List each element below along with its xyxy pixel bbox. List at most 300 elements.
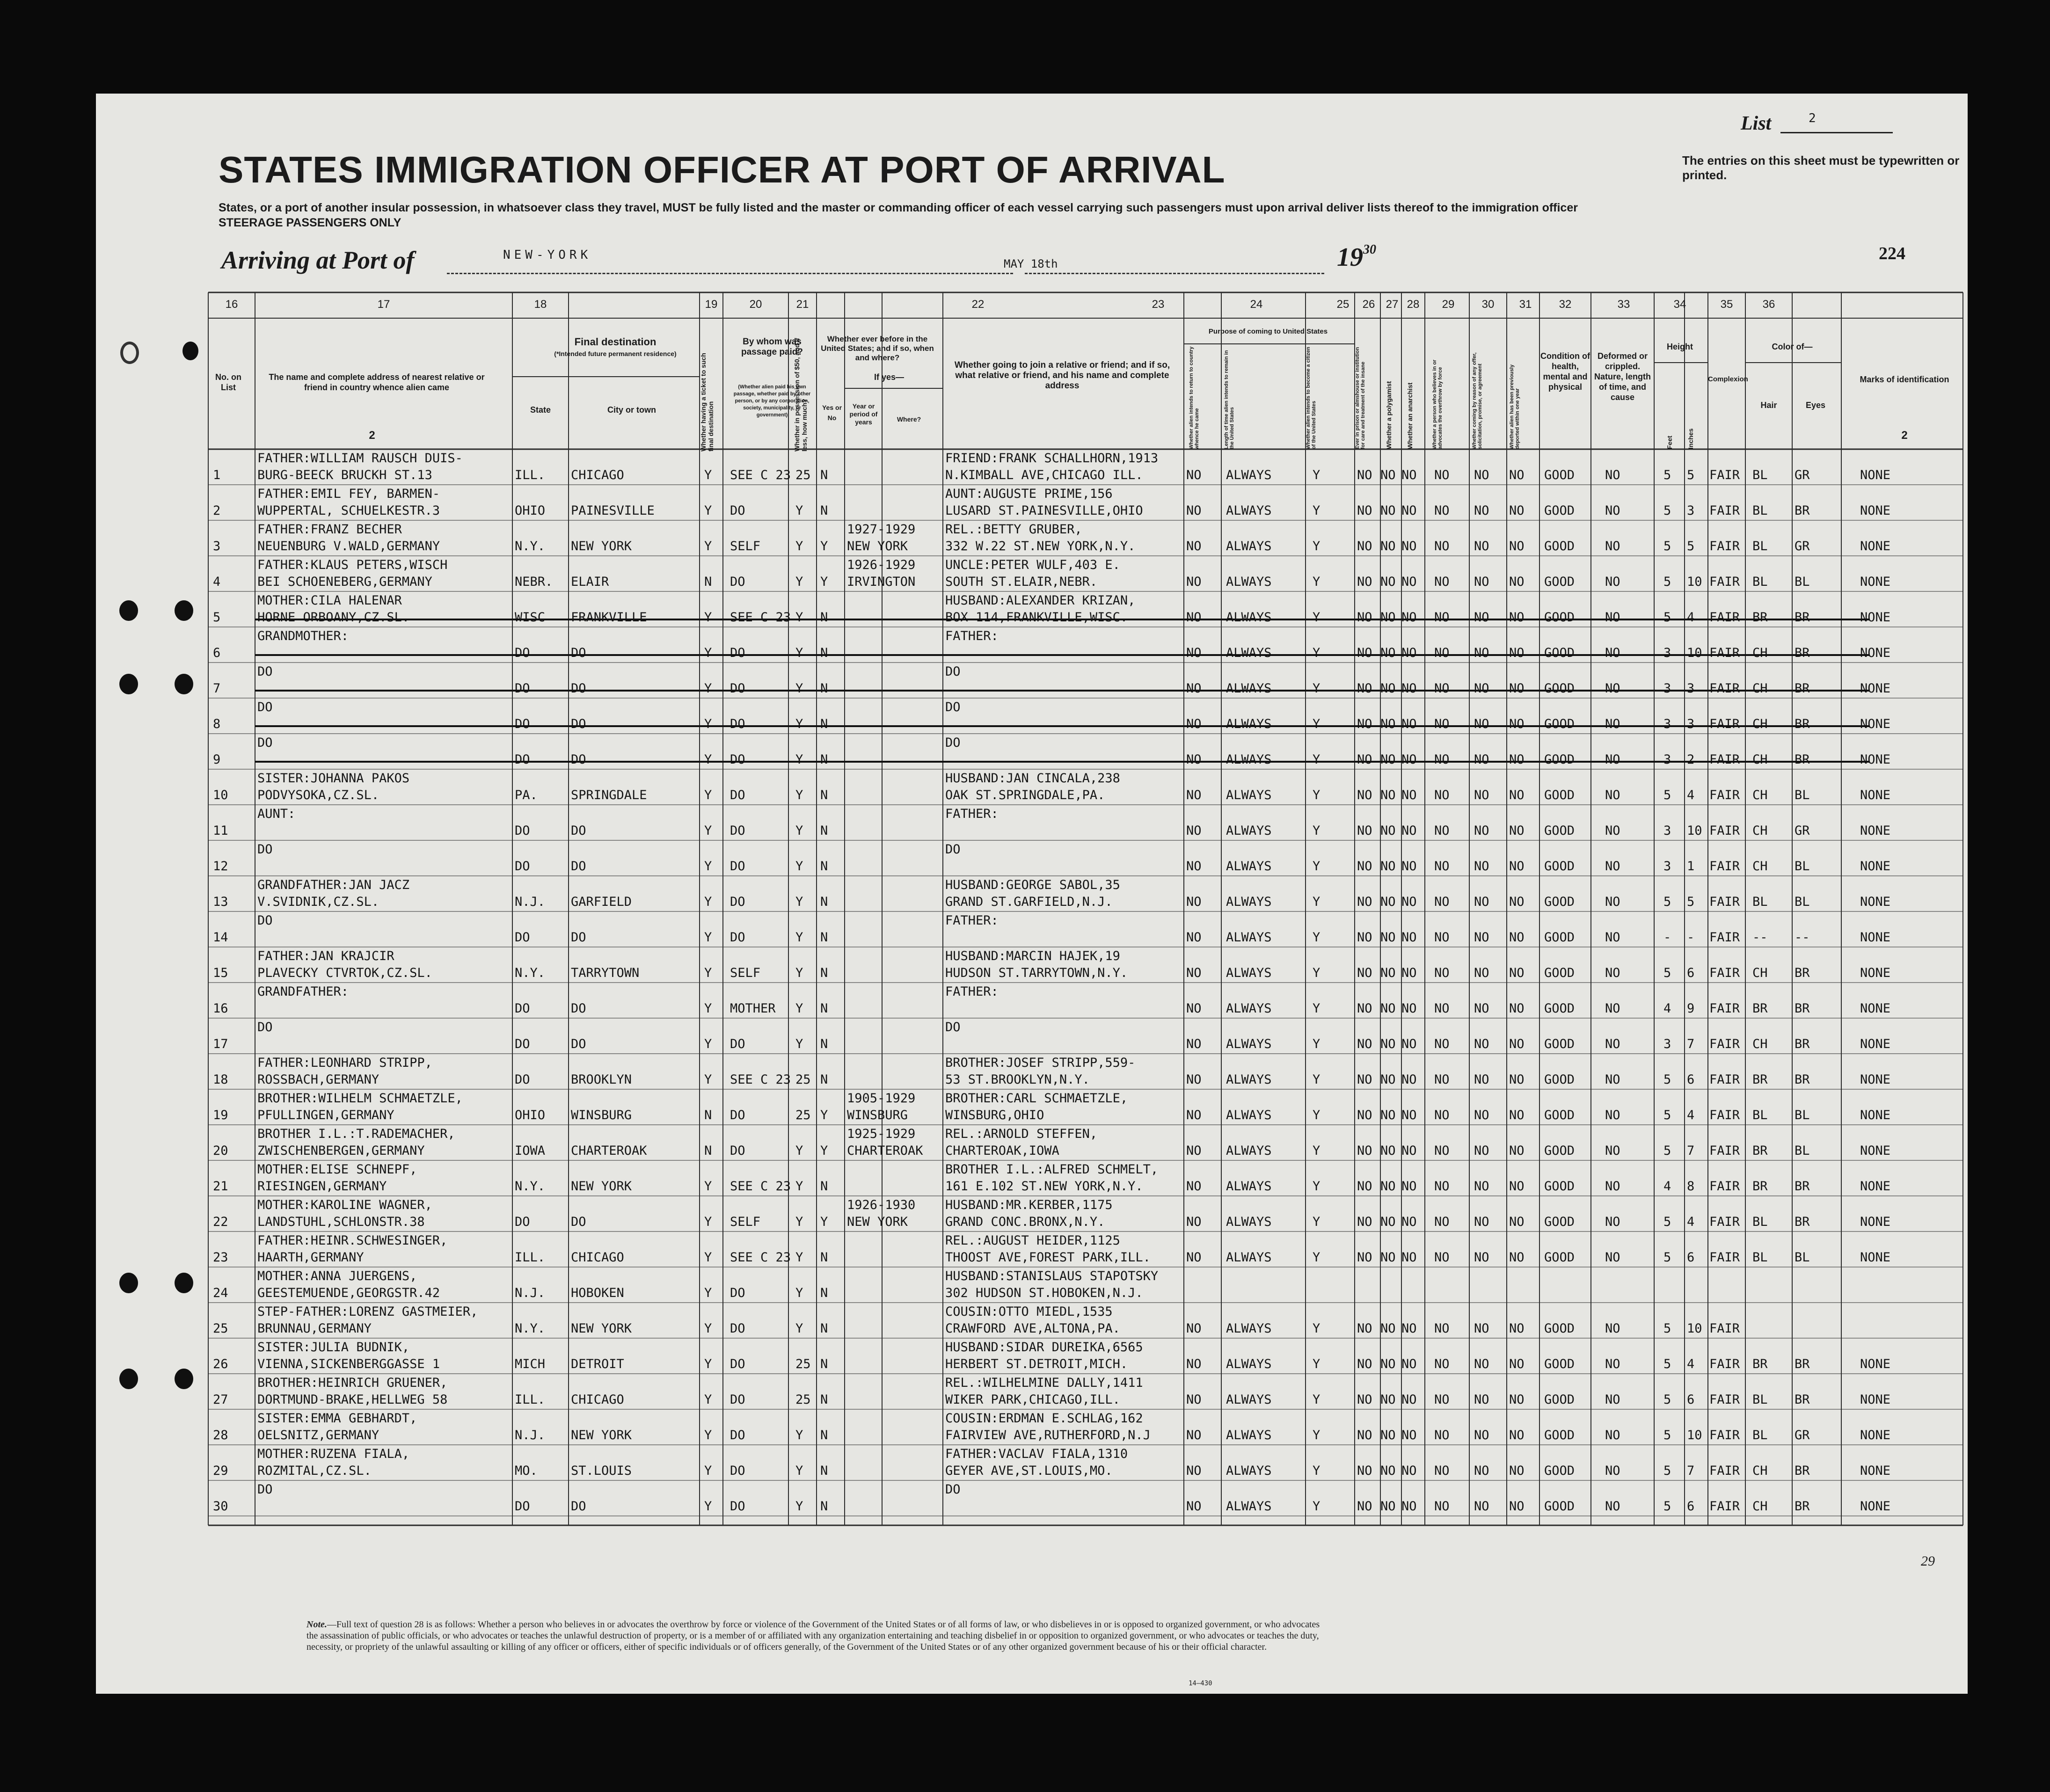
q29: NO bbox=[1474, 468, 1489, 482]
stay-length: ALWAYS bbox=[1226, 575, 1272, 589]
q28: NO bbox=[1434, 752, 1450, 767]
polygamist: NO bbox=[1380, 646, 1396, 660]
anarchist: NO bbox=[1401, 966, 1417, 980]
complexion: FAIR bbox=[1709, 1072, 1740, 1087]
deformed: NO bbox=[1605, 1001, 1620, 1016]
prison: NO bbox=[1357, 1179, 1372, 1194]
citizen-intent: Y bbox=[1313, 503, 1320, 518]
hair-color: BR bbox=[1752, 1144, 1768, 1158]
complexion: FAIR bbox=[1709, 859, 1740, 874]
joining-name: REL.:ARNOLD STEFFEN, bbox=[945, 1127, 1098, 1141]
polygamist: NO bbox=[1380, 468, 1396, 482]
money: Y bbox=[795, 859, 803, 874]
row-number: 5 bbox=[213, 610, 221, 625]
health: GOOD bbox=[1544, 752, 1575, 767]
prison: NO bbox=[1357, 1464, 1372, 1478]
height-feet: 4 bbox=[1663, 1179, 1671, 1194]
header-paid-by-note: (Whether alien paid his own passage, whether paid by other person, or by any corporation, society, municipality, or government) bbox=[733, 384, 811, 418]
column-number: 22 bbox=[971, 298, 985, 311]
eye-color: BL bbox=[1795, 1250, 1810, 1265]
q29: NO bbox=[1474, 752, 1489, 767]
polygamist: NO bbox=[1380, 503, 1396, 518]
health: GOOD bbox=[1544, 1499, 1575, 1514]
paid-by: DO bbox=[730, 1286, 745, 1300]
stay-length: ALWAYS bbox=[1226, 930, 1272, 945]
height-inches: 4 bbox=[1687, 610, 1695, 625]
state: IOWA bbox=[515, 1144, 546, 1158]
stay-length: ALWAYS bbox=[1226, 895, 1272, 909]
paid-by: DO bbox=[730, 575, 745, 589]
height-inches: 8 bbox=[1687, 1179, 1695, 1194]
money: Y bbox=[795, 1037, 803, 1051]
joining-name: DO bbox=[945, 1482, 961, 1497]
row-number: 12 bbox=[213, 859, 228, 874]
paid-by: DO bbox=[730, 1428, 745, 1442]
q29: NO bbox=[1474, 717, 1489, 731]
table-row bbox=[96, 876, 1968, 911]
return-intent: NO bbox=[1186, 1001, 1202, 1016]
polygamist: NO bbox=[1380, 930, 1396, 945]
table-row bbox=[96, 1374, 1968, 1409]
previous-place: NEW YORK bbox=[847, 539, 908, 554]
anarchist: NO bbox=[1401, 930, 1417, 945]
stay-length: ALWAYS bbox=[1226, 859, 1272, 874]
deformed: NO bbox=[1605, 1250, 1620, 1265]
stay-length: ALWAYS bbox=[1226, 1037, 1272, 1051]
eye-color: BR bbox=[1795, 1001, 1810, 1016]
state: ILL. bbox=[515, 468, 546, 482]
joining-name: FATHER:VACLAV FIALA,1310 bbox=[945, 1447, 1128, 1461]
return-intent: NO bbox=[1186, 823, 1202, 838]
q30: NO bbox=[1509, 1179, 1525, 1194]
previous-place: IRVINGTON bbox=[847, 575, 916, 589]
citizen-intent: Y bbox=[1313, 1108, 1320, 1122]
prison: NO bbox=[1357, 1392, 1372, 1407]
q29: NO bbox=[1474, 575, 1489, 589]
citizen-intent: Y bbox=[1313, 1037, 1320, 1051]
ticket: N bbox=[704, 1108, 712, 1122]
relative-address: BEI SCHOENEBERG,GERMANY bbox=[257, 575, 432, 589]
money: Y bbox=[795, 717, 803, 731]
prison: NO bbox=[1357, 1108, 1372, 1122]
previous-place: NEW YORK bbox=[847, 1215, 908, 1229]
paid-by: SEE C 23 bbox=[730, 610, 791, 625]
return-intent: NO bbox=[1186, 1392, 1202, 1407]
prison: NO bbox=[1357, 1428, 1372, 1442]
relative-name: DO bbox=[257, 736, 273, 750]
height-inches: 7 bbox=[1687, 1144, 1695, 1158]
citizen-intent: Y bbox=[1313, 468, 1320, 482]
city: DO bbox=[571, 859, 586, 874]
previous-period: 1905-1929 bbox=[847, 1091, 916, 1106]
city: SPRINGDALE bbox=[571, 788, 647, 802]
q30: NO bbox=[1509, 1428, 1525, 1442]
complexion: FAIR bbox=[1709, 823, 1740, 838]
q29: NO bbox=[1474, 1321, 1489, 1336]
row-number: 27 bbox=[213, 1392, 228, 1407]
row-number: 6 bbox=[213, 646, 221, 660]
deformed: NO bbox=[1605, 1357, 1620, 1371]
hair-color: CH bbox=[1752, 717, 1768, 731]
prison: NO bbox=[1357, 859, 1372, 874]
q30: NO bbox=[1509, 503, 1525, 518]
table-row bbox=[96, 1231, 1968, 1267]
hair-color: -- bbox=[1752, 930, 1768, 945]
joining-name: BROTHER:JOSEF STRIPP,559- bbox=[945, 1056, 1136, 1070]
table-row bbox=[96, 627, 1968, 663]
hair-color: CH bbox=[1752, 1464, 1768, 1478]
header-eyes: Eyes bbox=[1805, 401, 1826, 410]
marks: NONE bbox=[1860, 752, 1891, 767]
before-us: N bbox=[820, 930, 828, 945]
state: ILL. bbox=[515, 1250, 546, 1265]
header-before-us: Whether ever before in the United States; and if so, when and where? bbox=[821, 335, 934, 362]
previous-period: 1926-1929 bbox=[847, 558, 916, 572]
city: ST.LOUIS bbox=[571, 1464, 632, 1478]
city: DO bbox=[571, 823, 586, 838]
table-row bbox=[96, 556, 1968, 591]
height-inches: 4 bbox=[1687, 788, 1695, 802]
q30: NO bbox=[1509, 823, 1525, 838]
complexion: FAIR bbox=[1709, 1144, 1740, 1158]
polygamist: NO bbox=[1380, 1250, 1396, 1265]
eye-color: BR bbox=[1795, 717, 1810, 731]
marks: NONE bbox=[1860, 1428, 1891, 1442]
relative-name: DO bbox=[257, 842, 273, 857]
header-col2-right: 2 bbox=[1901, 429, 1908, 442]
column-number: 24 bbox=[1250, 298, 1263, 311]
citizen-intent: Y bbox=[1313, 752, 1320, 767]
previous-place: CHARTEROAK bbox=[847, 1144, 923, 1158]
marks: NONE bbox=[1860, 681, 1891, 696]
table-row bbox=[96, 1054, 1968, 1089]
return-intent: NO bbox=[1186, 752, 1202, 767]
paid-by: SEE C 23 bbox=[730, 1250, 791, 1265]
state: MICH bbox=[515, 1357, 546, 1371]
complexion: FAIR bbox=[1709, 468, 1740, 482]
q29: NO bbox=[1474, 503, 1489, 518]
citizen-intent: Y bbox=[1313, 1392, 1320, 1407]
return-intent: NO bbox=[1186, 1428, 1202, 1442]
citizen-intent: Y bbox=[1313, 575, 1320, 589]
before-us: N bbox=[820, 1286, 828, 1300]
relative-name: FATHER:EMIL FEY, BARMEN- bbox=[257, 487, 440, 501]
eye-color: GR bbox=[1795, 1428, 1810, 1442]
ticket: Y bbox=[704, 1072, 712, 1087]
header-if-yes: If yes— bbox=[874, 372, 905, 382]
city: ELAIR bbox=[571, 575, 609, 589]
marks: NONE bbox=[1860, 1108, 1891, 1122]
deformed: NO bbox=[1605, 1215, 1620, 1229]
q29: NO bbox=[1474, 1392, 1489, 1407]
relative-name: FATHER:HEINR.SCHWESINGER, bbox=[257, 1233, 448, 1248]
row-number: 17 bbox=[213, 1037, 228, 1051]
relative-name: MOTHER:KAROLINE WAGNER, bbox=[257, 1198, 432, 1212]
money: Y bbox=[795, 1464, 803, 1478]
table-row bbox=[96, 449, 1968, 485]
column-number: 16 bbox=[225, 298, 238, 311]
return-intent: NO bbox=[1186, 1108, 1202, 1122]
stay-length: ALWAYS bbox=[1226, 1250, 1272, 1265]
height-inches: 5 bbox=[1687, 539, 1695, 554]
table-row bbox=[96, 805, 1968, 840]
deformed: NO bbox=[1605, 823, 1620, 838]
paid-by: DO bbox=[730, 788, 745, 802]
citizen-intent: Y bbox=[1313, 1179, 1320, 1194]
q30: NO bbox=[1509, 1392, 1525, 1407]
q28: NO bbox=[1434, 1428, 1450, 1442]
cancelled-line bbox=[255, 654, 1869, 656]
prison: NO bbox=[1357, 1250, 1372, 1265]
relative-name: FATHER:WILLIAM RAUSCH DUIS- bbox=[257, 451, 463, 466]
height-inches: 10 bbox=[1687, 1428, 1702, 1442]
table-row bbox=[96, 1409, 1968, 1445]
citizen-intent: Y bbox=[1313, 539, 1320, 554]
joining-name: FATHER: bbox=[945, 984, 999, 999]
anarchist: NO bbox=[1401, 539, 1417, 554]
eye-color: BR bbox=[1795, 1037, 1810, 1051]
return-intent: NO bbox=[1186, 1215, 1202, 1229]
health: GOOD bbox=[1544, 1357, 1575, 1371]
table-row bbox=[96, 1480, 1968, 1516]
money: Y bbox=[795, 823, 803, 838]
stay-length: ALWAYS bbox=[1226, 752, 1272, 767]
row-number: 3 bbox=[213, 539, 221, 554]
health: GOOD bbox=[1544, 788, 1575, 802]
health: GOOD bbox=[1544, 1428, 1575, 1442]
joining-address: HERBERT ST.DETROIT,MICH. bbox=[945, 1357, 1128, 1371]
cancelled-line bbox=[255, 725, 1869, 727]
health: GOOD bbox=[1544, 539, 1575, 554]
height-inches: 7 bbox=[1687, 1464, 1695, 1478]
relative-name: DO bbox=[257, 700, 273, 714]
height-inches: 1 bbox=[1687, 859, 1695, 874]
table-row bbox=[96, 1267, 1968, 1303]
anarchist: NO bbox=[1401, 503, 1417, 518]
complexion: FAIR bbox=[1709, 503, 1740, 518]
previous-period: 1927-1929 bbox=[847, 522, 916, 537]
city: NEW YORK bbox=[571, 1321, 632, 1336]
height-inches: 6 bbox=[1687, 1072, 1695, 1087]
stay-length: ALWAYS bbox=[1226, 823, 1272, 838]
q28: NO bbox=[1434, 717, 1450, 731]
anarchist: NO bbox=[1401, 1215, 1417, 1229]
q29: NO bbox=[1474, 610, 1489, 625]
return-intent: NO bbox=[1186, 539, 1202, 554]
ticket: N bbox=[704, 1144, 712, 1158]
header-purpose: Purpose of coming to United States bbox=[1208, 328, 1328, 335]
money: Y bbox=[795, 966, 803, 980]
joining-name: HUSBAND:ALEXANDER KRIZAN, bbox=[945, 593, 1136, 608]
city: DO bbox=[571, 681, 586, 696]
height-feet: 5 bbox=[1663, 1357, 1671, 1371]
state: DO bbox=[515, 1001, 530, 1016]
deformed: NO bbox=[1605, 503, 1620, 518]
money: Y bbox=[795, 930, 803, 945]
ticket: Y bbox=[704, 1037, 712, 1051]
city: CHICAGO bbox=[571, 1250, 624, 1265]
q30: NO bbox=[1509, 1499, 1525, 1514]
stay-length: ALWAYS bbox=[1226, 1072, 1272, 1087]
joining-address: BOX 114,FRANKVILLE,WISC. bbox=[945, 610, 1128, 625]
column-number: 28 bbox=[1407, 298, 1420, 311]
height-inches: 9 bbox=[1687, 1001, 1695, 1016]
state: NEBR. bbox=[515, 575, 553, 589]
joining-address: GRAND CONC.BRONX,N.Y. bbox=[945, 1215, 1105, 1229]
complexion: FAIR bbox=[1709, 1250, 1740, 1265]
money: Y bbox=[795, 895, 803, 909]
column-number: 27 bbox=[1386, 298, 1399, 311]
row-number: 2 bbox=[213, 503, 221, 518]
city: TARRYTOWN bbox=[571, 966, 640, 980]
health: GOOD bbox=[1544, 1144, 1575, 1158]
header-height: Height bbox=[1667, 342, 1693, 351]
state: N.Y. bbox=[515, 966, 546, 980]
column-number: 35 bbox=[1720, 298, 1733, 311]
row-number: 20 bbox=[213, 1144, 228, 1158]
joining-address: OAK ST.SPRINGDALE,PA. bbox=[945, 788, 1105, 802]
state: WISC bbox=[515, 610, 546, 625]
state: DO bbox=[515, 1215, 530, 1229]
height-inches: 10 bbox=[1687, 1321, 1702, 1336]
stay-length: ALWAYS bbox=[1226, 788, 1272, 802]
polygamist: NO bbox=[1380, 1428, 1396, 1442]
deformed: NO bbox=[1605, 1179, 1620, 1194]
relative-address: BRUNNAU,GERMANY bbox=[257, 1321, 372, 1336]
paid-by: DO bbox=[730, 930, 745, 945]
relative-name: SISTER:EMMA GEBHARDT, bbox=[257, 1411, 417, 1426]
paid-by: DO bbox=[730, 1392, 745, 1407]
marks: NONE bbox=[1860, 966, 1891, 980]
header-col2-left: 2 bbox=[369, 429, 375, 442]
before-us: N bbox=[820, 1179, 828, 1194]
paid-by: DO bbox=[730, 1464, 745, 1478]
ticket: Y bbox=[704, 1215, 712, 1229]
table-row bbox=[96, 698, 1968, 734]
arrival-date: MAY 18th bbox=[1004, 257, 1058, 270]
money: Y bbox=[795, 1428, 803, 1442]
state: MO. bbox=[515, 1464, 538, 1478]
q28: NO bbox=[1434, 1464, 1450, 1478]
joining-address: THOOST AVE,FOREST PARK,ILL. bbox=[945, 1250, 1151, 1265]
eye-color: BL bbox=[1795, 575, 1810, 589]
return-intent: NO bbox=[1186, 610, 1202, 625]
anarchist: NO bbox=[1401, 610, 1417, 625]
state: PA. bbox=[515, 788, 538, 802]
marks: NONE bbox=[1860, 610, 1891, 625]
anarchist: NO bbox=[1401, 1179, 1417, 1194]
marks: NONE bbox=[1860, 1357, 1891, 1371]
eye-color: BR bbox=[1795, 752, 1810, 767]
deformed: NO bbox=[1605, 468, 1620, 482]
city: DO bbox=[571, 752, 586, 767]
q29: NO bbox=[1474, 1250, 1489, 1265]
polygamist: NO bbox=[1380, 1144, 1396, 1158]
hair-color: BR bbox=[1752, 1072, 1768, 1087]
city: NEW YORK bbox=[571, 1428, 632, 1442]
stay-length: ALWAYS bbox=[1226, 1215, 1272, 1229]
relative-name: DO bbox=[257, 1020, 273, 1034]
hair-color: CH bbox=[1752, 646, 1768, 660]
q28: NO bbox=[1434, 1037, 1450, 1051]
return-intent: NO bbox=[1186, 1144, 1202, 1158]
row-number: 21 bbox=[213, 1179, 228, 1194]
height-feet: 5 bbox=[1663, 610, 1671, 625]
height-feet: 5 bbox=[1663, 1392, 1671, 1407]
height-feet: 5 bbox=[1663, 539, 1671, 554]
relative-name: BROTHER I.L.:T.RADEMACHER, bbox=[257, 1127, 455, 1141]
stay-length: ALWAYS bbox=[1226, 1144, 1272, 1158]
joining-name: AUNT:AUGUSTE PRIME,156 bbox=[945, 487, 1113, 501]
joining-address: WIKER PARK,CHICAGO,ILL. bbox=[945, 1392, 1120, 1407]
anarchist: NO bbox=[1401, 859, 1417, 874]
paid-by: SEE C 23 bbox=[730, 1072, 791, 1087]
ticket: Y bbox=[704, 610, 712, 625]
relative-address: NEUENBURG V.WALD,GERMANY bbox=[257, 539, 440, 554]
deformed: NO bbox=[1605, 575, 1620, 589]
eye-color: BR bbox=[1795, 1179, 1810, 1194]
marks: NONE bbox=[1860, 1179, 1891, 1194]
return-intent: NO bbox=[1186, 788, 1202, 802]
before-us: N bbox=[820, 1072, 828, 1087]
prison: NO bbox=[1357, 1321, 1372, 1336]
eye-color: BR bbox=[1795, 1072, 1810, 1087]
citizen-intent: Y bbox=[1313, 646, 1320, 660]
deformed: NO bbox=[1605, 1392, 1620, 1407]
return-intent: NO bbox=[1186, 1250, 1202, 1265]
state: DO bbox=[515, 930, 530, 945]
header-purpose-b: Length of time alien intends to remain in the United States bbox=[1224, 350, 1235, 449]
return-intent: NO bbox=[1186, 646, 1202, 660]
height-feet: 3 bbox=[1663, 823, 1671, 838]
ticket: Y bbox=[704, 1464, 712, 1478]
hair-color: BL bbox=[1752, 468, 1768, 482]
header-color-of: Color of— bbox=[1772, 342, 1813, 351]
state: N.J. bbox=[515, 895, 546, 909]
table-row bbox=[96, 1089, 1968, 1125]
money: Y bbox=[795, 1286, 803, 1300]
relative-name: BROTHER:WILHELM SCHMAETZLE, bbox=[257, 1091, 463, 1106]
anarchist: NO bbox=[1401, 823, 1417, 838]
q30: NO bbox=[1509, 1108, 1525, 1122]
eye-color: BL bbox=[1795, 859, 1810, 874]
column-number: 23 bbox=[1152, 298, 1165, 311]
q29: NO bbox=[1474, 823, 1489, 838]
ticket: Y bbox=[704, 966, 712, 980]
money: Y bbox=[795, 1144, 803, 1158]
height-feet: 5 bbox=[1663, 1250, 1671, 1265]
header-where: Where? bbox=[897, 415, 921, 423]
complexion: FAIR bbox=[1709, 930, 1740, 945]
health: GOOD bbox=[1544, 1001, 1575, 1016]
paid-by: DO bbox=[730, 646, 745, 660]
city: NEW YORK bbox=[571, 539, 632, 554]
joining-address: SOUTH ST.ELAIR,NEBR. bbox=[945, 575, 1098, 589]
height-inches: 4 bbox=[1687, 1108, 1695, 1122]
money: 25 bbox=[795, 1108, 811, 1122]
sheet-number: 224 bbox=[1879, 244, 1905, 263]
q28: NO bbox=[1434, 610, 1450, 625]
marks: NONE bbox=[1860, 859, 1891, 874]
return-intent: NO bbox=[1186, 966, 1202, 980]
row-number: 19 bbox=[213, 1108, 228, 1122]
height-inches: 10 bbox=[1687, 575, 1702, 589]
height-feet: 3 bbox=[1663, 681, 1671, 696]
city: BROOKLYN bbox=[571, 1072, 632, 1087]
ticket: Y bbox=[704, 752, 712, 767]
money: Y bbox=[795, 1499, 803, 1514]
relative-address: PODVYSOKA,CZ.SL. bbox=[257, 788, 379, 802]
